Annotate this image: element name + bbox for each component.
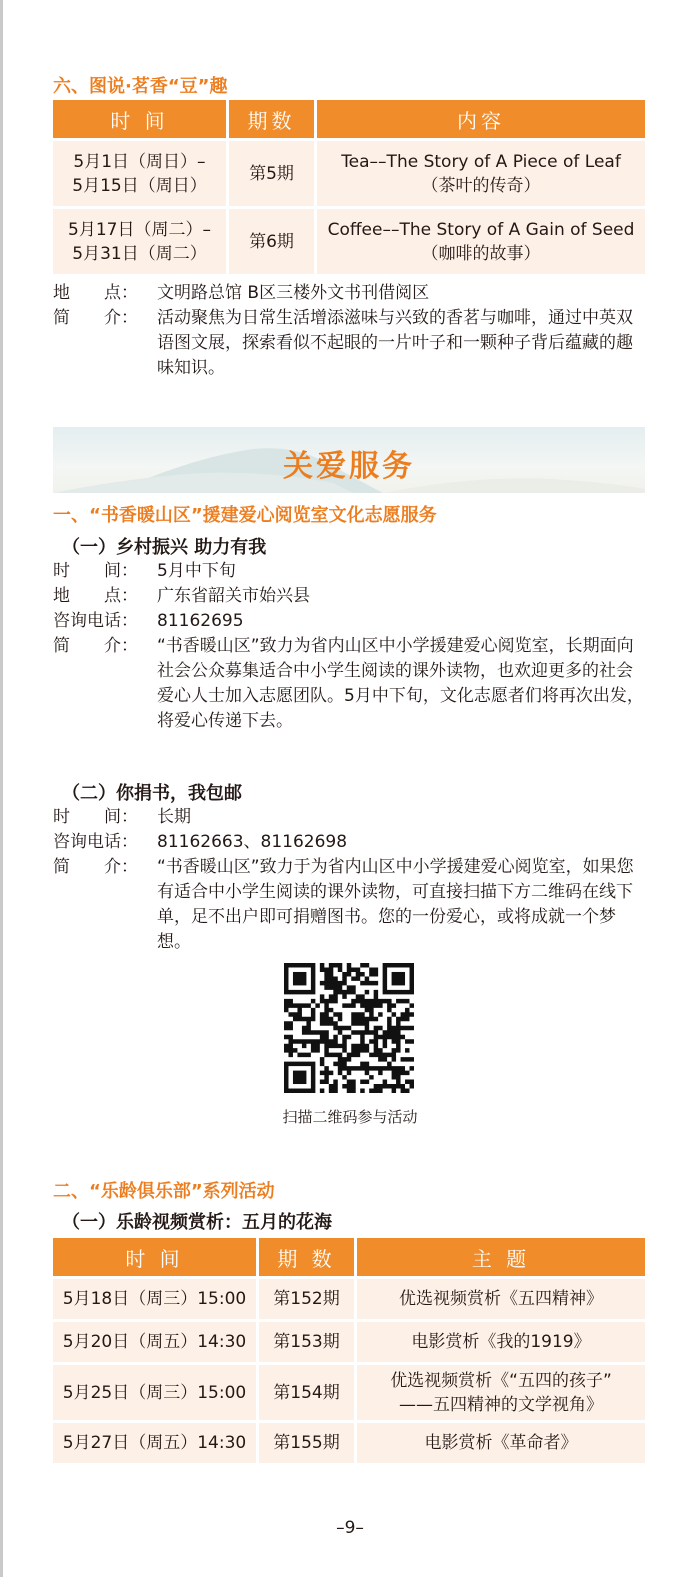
cell-time: 5月20日（周五）14:30: [53, 1319, 259, 1362]
cell-time: 5月18日（周三）15:00: [53, 1276, 259, 1319]
location-value: 文明路总馆 B区三楼外文书刊借阅区: [157, 283, 430, 303]
section-title-senior-club: 二、“乐龄俱乐部”系列活动: [53, 1181, 275, 1202]
cell-theme: 优选视频赏析《“五四的孩子” ——五四精神的文学视角》: [357, 1362, 645, 1420]
intro-label: 简 介：: [53, 857, 138, 877]
location-label: 地 点：: [53, 586, 138, 606]
qr-code-image: [284, 963, 414, 1093]
table-row: [53, 138, 645, 206]
header-issue: 期数: [229, 100, 317, 138]
subsection-title-donate: （二）你捐书，我包邮: [62, 783, 242, 804]
header-content: 内容: [317, 100, 645, 138]
banner-title: 关爱服务: [283, 449, 415, 484]
intro-value: 活动聚焦为日常生活增添滋味与兴致的香茗与咖啡，通过中英双语图文展，探索看似不起眼的一片叶子和一颗种子背后蕴藏的趣味知识。: [157, 308, 633, 378]
phone-value: 81162695: [157, 611, 244, 631]
table-row: [53, 1420, 645, 1463]
senior-video-table: [53, 1238, 645, 1463]
intro-label: 简 介：: [53, 308, 138, 328]
table-header-row: [53, 100, 645, 138]
phone-value: 81162663、81162698: [157, 832, 348, 852]
care-service-banner: [53, 427, 645, 493]
cell-issue: 第155期: [259, 1420, 357, 1463]
cell-time: 5月27日（周五）14:30: [53, 1420, 259, 1463]
table-row: [53, 206, 645, 274]
qr-code[interactable]: [284, 963, 414, 1093]
cell-time: 5月1日（周日）– 5月15日（周日）: [53, 138, 229, 206]
time-label: 时 间：: [53, 807, 138, 827]
page-number: –9–: [336, 1518, 364, 1538]
section-title-tea-coffee: 六、图说·茗香“豆”趣: [53, 76, 228, 97]
cell-time: 5月17日（周二）– 5月31日（周二）: [53, 206, 229, 274]
intro-value: “书香暖山区”致力为省内山区中小学援建爱心阅览室，长期面向社会公众募集适合中小学生阅读的课外读物，也欢迎更多的社会爱心人士加入志愿团队。5月中下旬，文化志愿者们将再次出发，将爱心传递下去。: [157, 636, 644, 731]
time-label: 时 间：: [53, 561, 138, 581]
subsection-title-video: （一）乐龄视频赏析：五月的花海: [62, 1212, 332, 1233]
tea-coffee-table: [53, 100, 645, 274]
header-time: 时 间: [53, 1238, 259, 1276]
cell-issue: 第5期: [229, 138, 317, 206]
header-issue: 期 数: [259, 1238, 357, 1276]
location-value: 广东省韶关市始兴县: [157, 586, 310, 606]
table-row: [53, 1276, 645, 1319]
location-label: 地 点：: [53, 283, 138, 303]
page-edge-rule: [0, 0, 3, 1577]
phone-label: 咨询电话：: [53, 611, 138, 631]
phone-label: 咨询电话：: [53, 832, 138, 852]
cell-theme: 优选视频赏析《五四精神》: [357, 1276, 645, 1319]
cell-content: Coffee––The Story of A Gain of Seed （咖啡的故事）: [317, 206, 645, 274]
donate-info: [53, 805, 645, 955]
qr-caption: 扫描二维码参与活动: [282, 1108, 418, 1126]
cell-theme: 电影赏析《革命者》: [357, 1420, 645, 1463]
rural-info: [53, 559, 645, 734]
subsection-title-rural: （一）乡村振兴 助力有我: [62, 537, 267, 558]
cell-issue: 第153期: [259, 1319, 357, 1362]
intro-label: 简 介：: [53, 636, 138, 656]
section-title-book-volunteer: 一、“书香暖山区”援建爱心阅览室文化志愿服务: [53, 505, 437, 526]
cell-issue: 第152期: [259, 1276, 357, 1319]
tea-coffee-info: [53, 281, 645, 381]
header-time: 时 间: [53, 100, 229, 138]
cell-time: 5月25日（周三）15:00: [53, 1362, 259, 1420]
cell-issue: 第154期: [259, 1362, 357, 1420]
cell-content: Tea––The Story of A Piece of Leaf （茶叶的传奇）: [317, 138, 645, 206]
cell-theme: 电影赏析《我的1919》: [357, 1319, 645, 1362]
table-row: [53, 1362, 645, 1420]
header-theme: 主 题: [357, 1238, 645, 1276]
time-value: 长期: [157, 807, 191, 827]
table-row: [53, 1319, 645, 1362]
time-value: 5月中下旬: [157, 561, 236, 581]
cell-issue: 第6期: [229, 206, 317, 274]
intro-value: “书香暖山区”致力于为省内山区中小学援建爱心阅览室，如果您有适合中小学生阅读的课外读物，可直接扫描下方二维码在线下单，足不出户即可捐赠图书。您的一份爱心，或将成就一个梦想。: [157, 857, 634, 952]
table-header-row: [53, 1238, 645, 1276]
